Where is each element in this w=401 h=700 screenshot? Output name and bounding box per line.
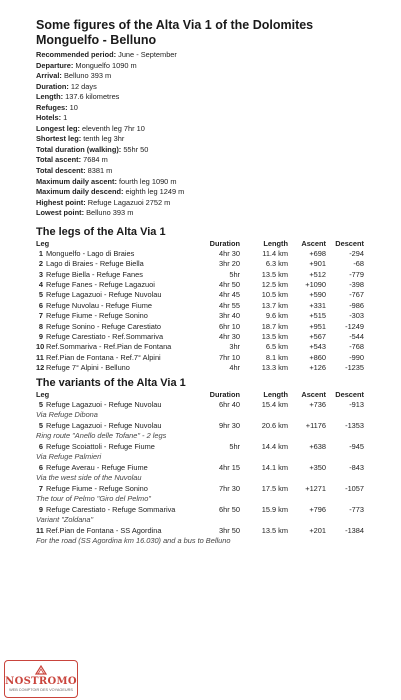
- key-figure-value: Refuge Lagazuoi 2752 m: [85, 197, 171, 207]
- leg-number: 9: [38, 332, 43, 341]
- key-figure-label: Highest point:: [36, 197, 86, 207]
- key-figure: [36, 124, 364, 135]
- key-figure: [36, 103, 364, 114]
- variant-leg-number: 7: [38, 483, 43, 493]
- leg-duration: 4hr 50: [219, 279, 241, 289]
- leg-route: Refuge Lagazuoi - Refuge Nuvolau: [46, 290, 162, 300]
- leg-number: 12: [36, 363, 45, 373]
- leg-length: 10.5 km: [261, 290, 289, 300]
- variant-note-row: [36, 431, 364, 442]
- variant-note: Variant "Zoldana": [36, 515, 94, 525]
- leg-descent: -767: [349, 290, 365, 300]
- variants-table: [36, 390, 364, 547]
- leg-number: 11: [36, 352, 44, 362]
- variant-route: Refuge Averau - Refuge Fiume: [46, 462, 148, 472]
- leg-ascent: +860: [309, 352, 327, 362]
- key-figure-label: Recommended period:: [36, 50, 117, 59]
- leg-number: 6: [38, 300, 43, 310]
- key-figure: [36, 208, 364, 219]
- variant-row: [36, 463, 364, 473]
- leg-number: 7: [38, 311, 43, 321]
- leg-ascent: +512: [309, 269, 327, 279]
- leg-row: [36, 322, 364, 332]
- leg-route: Refuge Biella - Refuge Fanes: [46, 269, 143, 279]
- variant-duration: 6hr 50: [219, 504, 241, 514]
- key-figure-label: Arrival:: [36, 71, 62, 81]
- variant-descent: -773: [349, 504, 365, 514]
- variant-note-row: [36, 536, 364, 547]
- key-figure: [36, 134, 364, 145]
- variant-length: 15.4 km: [261, 399, 289, 409]
- leg-length: 18.7 km: [261, 321, 289, 331]
- leg-length: 6.5 km: [265, 342, 289, 352]
- key-figure: [36, 71, 364, 82]
- leg-duration: 6hr 10: [219, 321, 241, 331]
- leg-duration: 4hr 55: [219, 300, 241, 310]
- variant-duration: 9hr 30: [219, 420, 241, 430]
- leg-route: Refuge Nuvolau - Refuge Fiume: [46, 300, 152, 310]
- leg-route: Refuge 7° Alpini - Belluno: [46, 363, 130, 373]
- col-header-leg: Leg: [36, 238, 50, 248]
- variant-ascent: +350: [309, 462, 327, 472]
- leg-number: 4: [38, 279, 43, 289]
- key-figure-value: Belluno 393 m: [84, 208, 134, 218]
- leg-duration: 7hr 10: [219, 352, 241, 362]
- leg-duration: 4hr 30: [219, 248, 241, 258]
- key-figure: [36, 92, 364, 103]
- variant-note: The tour of Pelmo "Giro del Pelmo": [36, 494, 151, 504]
- leg-descent: -990: [349, 352, 365, 362]
- variant-row: [36, 421, 364, 431]
- key-figure-value: 8381 m: [85, 166, 113, 176]
- leg-length: 13.5 km: [261, 269, 289, 279]
- leg-duration: 5hr: [229, 269, 241, 279]
- col-header-descent: Descent: [335, 238, 365, 248]
- leg-number: 2: [38, 259, 43, 269]
- leg-number: 8: [38, 321, 43, 331]
- variant-row: [36, 526, 364, 536]
- key-figure-label: Length:: [36, 92, 64, 102]
- key-figure-value: eleventh leg 7hr 10: [79, 123, 145, 133]
- leg-length: 12.5 km: [261, 279, 289, 289]
- variant-leg-number: 6: [38, 462, 43, 472]
- leg-ascent: +126: [309, 363, 327, 373]
- leg-route: Ref.Pian de Fontana - Ref.7° Alpini: [46, 352, 161, 362]
- key-figure-value: 12 days: [68, 81, 97, 91]
- variant-duration: 4hr 15: [219, 462, 241, 472]
- leg-route: Lago di Braies - Refuge Biella: [46, 259, 144, 269]
- leg-route: Ref.Sommariva - Ref.Pian de Fontana: [46, 342, 172, 352]
- key-figure-label: Refuges:: [36, 102, 68, 112]
- leg-row: [36, 342, 364, 352]
- key-figure-label: Longest leg:: [36, 123, 80, 133]
- key-figure: [36, 177, 364, 188]
- col-header-ascent: Ascent: [301, 389, 327, 399]
- variant-ascent: +201: [309, 525, 327, 535]
- leg-number: 10: [36, 342, 45, 352]
- variant-leg-number: 9: [38, 504, 43, 514]
- leg-descent: -544: [349, 332, 365, 341]
- variant-length: 14.4 km: [261, 441, 289, 451]
- col-header-ascent: Ascent: [301, 238, 327, 248]
- variants-header-row: [36, 390, 364, 400]
- key-figure: [36, 113, 364, 124]
- key-figure: [36, 155, 364, 166]
- leg-row: [36, 353, 364, 363]
- leg-length: 8.1 km: [265, 352, 289, 362]
- col-header-duration: Duration: [209, 389, 241, 399]
- variant-leg-number: 5: [38, 420, 43, 430]
- variant-row: [36, 484, 364, 494]
- key-figure-label: Maximum daily descend:: [36, 187, 124, 197]
- leg-duration: 3hr 20: [219, 259, 241, 269]
- key-figures-list: [36, 50, 364, 219]
- logo-tagline: WEB COMPTOIR DES VOYAGEURS: [9, 688, 73, 692]
- variant-duration: 6hr 40: [219, 399, 241, 409]
- leg-length: 13.3 km: [261, 363, 289, 373]
- leg-route: Refuge Fanes - Refuge Lagazuoi: [46, 279, 155, 289]
- key-figure-value: 55hr 50: [121, 144, 149, 154]
- variant-note-row: [36, 494, 364, 505]
- key-figure-label: Total duration (walking):: [36, 144, 122, 154]
- logo-mark-icon: [35, 665, 47, 675]
- leg-duration: 3hr 40: [219, 311, 241, 321]
- key-figure-value: fourth leg 1090 m: [116, 176, 177, 186]
- key-figure-label: Maximum daily ascent:: [36, 176, 117, 186]
- leg-ascent: +901: [309, 259, 327, 269]
- key-figure-value: eighth leg 1249 m: [123, 187, 185, 197]
- nostromo-logo: [4, 660, 78, 698]
- leg-row: [36, 249, 364, 259]
- variant-leg-number: 5: [38, 399, 43, 409]
- leg-descent: -398: [349, 279, 365, 289]
- key-figure-value: June - September: [116, 50, 177, 59]
- col-header-length: Length: [263, 389, 289, 399]
- key-figure-label: Lowest point:: [36, 208, 85, 218]
- variant-row: [36, 400, 364, 410]
- key-figure: [36, 50, 364, 61]
- leg-descent: -986: [349, 300, 365, 310]
- leg-route: Monguelfo - Lago di Braies: [46, 248, 135, 258]
- leg-ascent: +567: [309, 332, 327, 341]
- key-figure: [36, 145, 364, 156]
- variant-note-row: [36, 473, 364, 484]
- variant-leg-number: 6: [38, 441, 43, 451]
- key-figure-value: 1: [61, 113, 68, 123]
- variant-route: Refuge Lagazuoi - Refuge Nuvolau: [46, 399, 162, 409]
- leg-ascent: +331: [309, 300, 327, 310]
- variant-ascent: +796: [309, 504, 327, 514]
- leg-duration: 4hr 30: [219, 332, 241, 341]
- variant-route: Refuge Lagazuoi - Refuge Nuvolau: [46, 420, 162, 430]
- key-figure: [36, 187, 364, 198]
- leg-duration: 3hr: [229, 342, 241, 352]
- key-figure-label: Total ascent:: [36, 155, 82, 165]
- leg-row: [36, 363, 364, 373]
- variant-note-row: [36, 515, 364, 526]
- title-line-1: Some figures of the Alta Via 1 of the Dolomites: [36, 18, 314, 32]
- leg-length: 9.6 km: [265, 311, 289, 321]
- variant-note: Via Refuge Dibona: [36, 410, 98, 420]
- variants-heading: The variants of the Alta Via 1: [36, 376, 186, 389]
- leg-route: Refuge Carestiato - Ref.Sommariva: [46, 332, 164, 341]
- leg-ascent: +951: [309, 321, 327, 331]
- leg-route: Refuge Sonino - Refuge Carestiato: [46, 321, 162, 331]
- key-figure-value: tenth leg 3hr: [81, 134, 125, 144]
- title-line-2: Monguelfo - Belluno: [36, 33, 157, 47]
- variant-length: 14.1 km: [261, 462, 289, 472]
- key-figure-label: Shortest leg:: [36, 134, 82, 144]
- key-figure-label: Total descent:: [36, 166, 86, 176]
- variant-ascent: +1176: [305, 420, 327, 430]
- key-figure-value: 10: [67, 102, 78, 112]
- variant-descent: -1353: [345, 420, 365, 430]
- leg-descent: -779: [349, 269, 365, 279]
- document: [36, 18, 364, 547]
- leg-descent: -294: [349, 248, 365, 258]
- leg-row: [36, 332, 364, 342]
- leg-length: 13.7 km: [261, 300, 289, 310]
- variant-leg-number: 11: [36, 525, 44, 535]
- legs-table: [36, 239, 364, 374]
- variant-descent: -913: [349, 399, 365, 409]
- leg-descent: -1249: [345, 321, 365, 331]
- variant-note: Ring route "Anello delle Tofane" - 2 legs: [36, 431, 167, 441]
- logo-name: NOSTROMO: [5, 676, 77, 687]
- col-header-length: Length: [263, 238, 289, 248]
- variant-length: 15.9 km: [261, 504, 289, 514]
- variant-duration: 3hr 50: [219, 525, 241, 535]
- leg-row: [36, 270, 364, 280]
- key-figure-value: Belluno 393 m: [61, 71, 112, 81]
- variant-duration: 7hr 30: [219, 483, 241, 493]
- leg-ascent: +1090: [305, 279, 327, 289]
- leg-row: [36, 311, 364, 321]
- variant-note: Via the west side of the Nuvolau: [36, 473, 142, 483]
- variant-route: Refuge Fiume - Refuge Sonino: [46, 483, 148, 493]
- leg-row: [36, 290, 364, 300]
- variant-descent: -1384: [345, 525, 365, 535]
- key-figure: [36, 82, 364, 93]
- variant-ascent: +638: [309, 441, 327, 451]
- variant-row: [36, 505, 364, 515]
- key-figure: [36, 61, 364, 72]
- key-figure-value: 7684 m: [81, 155, 108, 165]
- col-header-descent: Descent: [335, 389, 365, 399]
- key-figure: [36, 166, 364, 177]
- leg-duration: 4hr 45: [219, 290, 241, 300]
- variant-length: 13.5 km: [261, 525, 289, 535]
- col-header-leg: Leg: [36, 389, 50, 399]
- leg-row: [36, 259, 364, 269]
- variant-descent: -945: [349, 441, 365, 451]
- legs-header-row: [36, 239, 364, 249]
- leg-descent: -303: [349, 311, 365, 321]
- variant-note-row: [36, 452, 364, 463]
- variant-note: For the road (SS Agordina km 16.030) and a bus to Belluno: [36, 536, 231, 546]
- leg-number: 5: [38, 290, 43, 300]
- leg-row: [36, 301, 364, 311]
- key-figure-label: Departure:: [36, 60, 74, 70]
- key-figure-label: Hotels:: [36, 113, 62, 123]
- leg-length: 6.3 km: [265, 259, 289, 269]
- leg-number: 1: [38, 248, 43, 258]
- leg-route: Refuge Fiume - Refuge Sonino: [46, 311, 148, 321]
- variant-ascent: +736: [309, 399, 327, 409]
- variant-route: Refuge Carestiato - Refuge Sommariva: [46, 504, 176, 514]
- variant-length: 20.6 km: [261, 420, 289, 430]
- leg-number: 3: [38, 269, 43, 279]
- key-figure: [36, 198, 364, 209]
- variant-descent: -1057: [345, 483, 365, 493]
- legs-heading: The legs of the Alta Via 1: [36, 225, 166, 238]
- variant-row: [36, 442, 364, 452]
- leg-length: 13.5 km: [261, 332, 289, 341]
- leg-row: [36, 280, 364, 290]
- leg-descent: -68: [353, 259, 365, 269]
- leg-ascent: +543: [309, 342, 327, 352]
- col-header-duration: Duration: [209, 238, 241, 248]
- variant-descent: -843: [349, 462, 365, 472]
- variant-note: Via Refuge Palmieri: [36, 452, 102, 462]
- variant-duration: 5hr: [229, 441, 241, 451]
- leg-length: 11.4 km: [262, 248, 289, 258]
- leg-ascent: +515: [309, 311, 327, 321]
- key-figure-value: 137.6 kilometres: [63, 92, 120, 102]
- leg-descent: -768: [349, 342, 365, 352]
- variant-length: 17.5 km: [261, 483, 289, 493]
- variant-route: Refuge Scoiattoli - Refuge Fiume: [46, 441, 155, 451]
- leg-ascent: +590: [309, 290, 327, 300]
- variant-note-row: [36, 410, 364, 421]
- leg-ascent: +698: [309, 248, 327, 258]
- variant-route: Ref.Pian de Fontana - SS Agordina: [46, 525, 162, 535]
- leg-duration: 4hr: [229, 363, 241, 373]
- key-figure-label: Duration:: [36, 81, 69, 91]
- leg-descent: -1235: [345, 363, 365, 373]
- variant-ascent: +1271: [305, 483, 327, 493]
- key-figure-value: Monguelfo 1090 m: [73, 60, 137, 70]
